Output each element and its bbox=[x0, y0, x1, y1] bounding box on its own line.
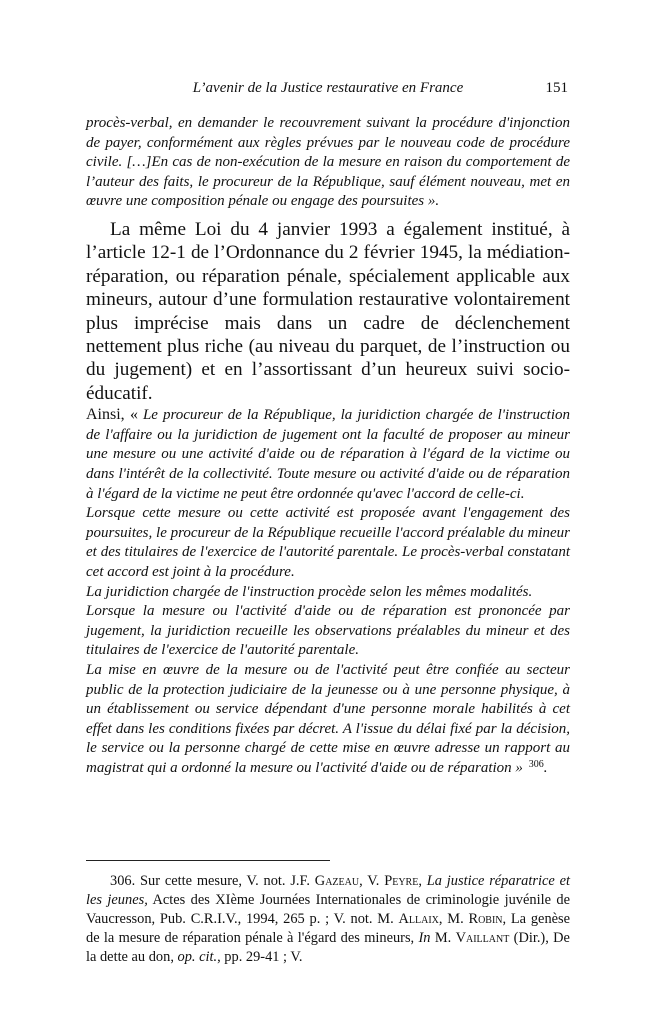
footnote-306 bbox=[86, 872, 570, 967]
main-paragraph: La même Loi du 4 janvier 1993 a également institué, à l’article 12-1 de l’Ordonnance du 2 février 1945, la médiation-réparation, ou réparation pénale, spécialement applicable aux mineurs, autour d’une formulation restaurative volontairement plus imprécise mais dans un cadre de déclenchement nettement plus riche (au niveau du parquet, de l’instruction ou du jugement) et en l’assortissant d’un heureux suivi socio-éducatif. bbox=[86, 218, 570, 404]
quote-continuation: procès-verbal, en demander le recouvrement suivant la procédure d'injonction de payer, conformément aux règles prévues par le nouveau code de procédure civile. […]En cas de non-exécution de la mesure en raison du comportement de l’auteur des faits, le procureur de la République, sauf élément nouveau, met en œuvre une composition pénale ou engage des poursuites ». bbox=[86, 115, 570, 210]
page-number: 151 bbox=[545, 80, 568, 96]
footnote-text: M. bbox=[434, 930, 452, 946]
quote-paragraph: La juridiction chargée de l'instruction procède selon les mêmes modalités. bbox=[86, 583, 533, 600]
op-cit: op. cit. bbox=[177, 949, 218, 965]
last-quote-text: La mise en œuvre de la mesure ou de l'activité peut être confiée au secteur public de la protection judiciaire de la jeunesse ou à une personne physique, à un établissement ou service dépendant d'une personne morale habilités à cet effet dans les conditions fixées par décret. A l'issue du délai fixé par la décision, le service ou la personne chargé de cette mise en œuvre adresse un rapport au magistrat qui a ordonné la mesure ou l'activité d'aide ou de réparation » bbox=[86, 661, 570, 776]
quote-paragraph: Lorsque la mesure ou l'activité d'aide ou de réparation est prononcée par jugement, la juridiction recueille les observations préalables du mineur et des titulaires de l'exercice de l'autorité parentale. bbox=[86, 603, 570, 659]
quote-paragraph-last bbox=[86, 661, 570, 779]
page-body bbox=[86, 114, 570, 779]
footnote-text: , pp. 29-41 ; V. bbox=[217, 949, 303, 965]
footnote-text: Sur cette mesure, V. not. J.F. bbox=[140, 873, 310, 889]
footnote-separator bbox=[86, 860, 330, 861]
footnote-text: Actes des XIème Journées Internationales de criminologie juvénile de Vaucresson, Pub. C.R.I.V., 1994, 265 p. ; V. not. M. bbox=[86, 892, 570, 927]
footnote-text: (Dir.), De la dette au don, bbox=[86, 930, 570, 965]
footnote-text: , La genèse de la mesure de réparation pénale à l'égard des mineurs, bbox=[86, 911, 571, 946]
footnote-text: , M. bbox=[438, 911, 464, 927]
in-marker: In bbox=[418, 930, 431, 946]
quote-paragraph: Lorsque cette mesure ou cette activité est proposée avant l'engagement des poursuites, le procureur de la République recueille l'accord préalable du mineur et des titulaires de l'exercice de l'autorité parentale. Le procès-verbal constatant cet accord est joint à la procédure. bbox=[86, 505, 570, 580]
running-title: L’avenir de la Justice restaurative en France bbox=[192, 80, 464, 96]
author-allaix: Allaix bbox=[398, 911, 439, 927]
footnote-reference[interactable]: 306 bbox=[528, 758, 544, 770]
author-robin: Robin bbox=[468, 911, 503, 927]
footnote-text: , bbox=[418, 873, 422, 889]
author-gazeau: Gazeau bbox=[314, 873, 360, 889]
last-quote-end: . bbox=[543, 759, 548, 776]
ainsi-lead: Ainsi, « bbox=[86, 406, 138, 424]
footnote-text: , V. bbox=[359, 873, 380, 889]
ainsi-quote: Le procureur de la République, la juridiction chargée de l'instruction de l'affaire ou la juridiction de jugement ont la faculté de proposer au mineur une mesure ou une activité d'aide ou de réparation à l'égard de la victime ou dans l'intérêt de la collectivité. Toute mesure ou activité d'aide ou de réparation à l'égard de la victime ne peut être ordonnée qu'avec l'accord de celle-ci. bbox=[86, 407, 570, 502]
footnote-number: 306. bbox=[110, 873, 136, 889]
author-peyre: Peyre bbox=[384, 873, 419, 889]
author-vaillant: Vaillant bbox=[455, 930, 510, 946]
work-title: La justice réparatrice et les jeunes, bbox=[86, 873, 570, 908]
ainsi-paragraph bbox=[86, 405, 570, 504]
running-header bbox=[86, 78, 570, 100]
